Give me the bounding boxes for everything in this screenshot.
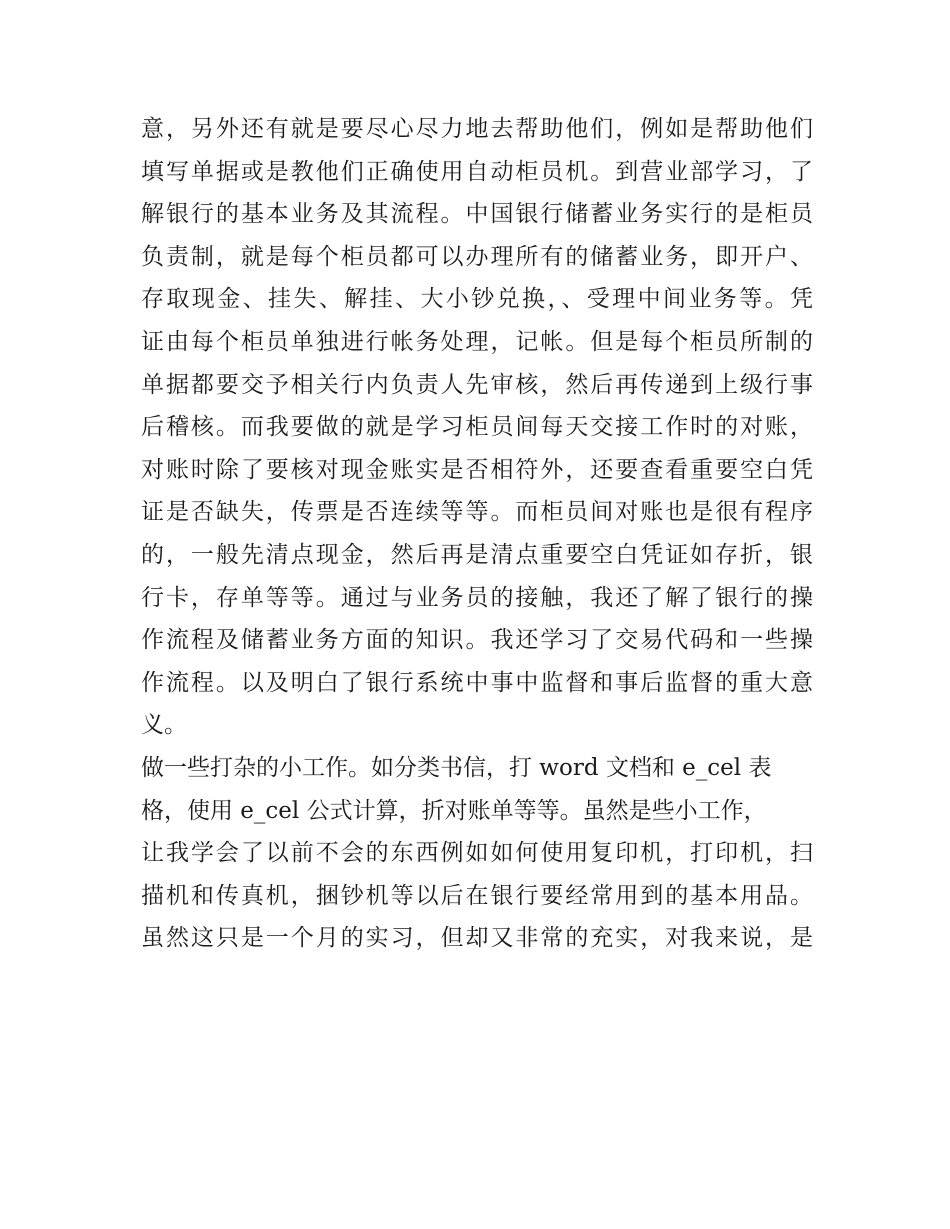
text-line-7: 单据都要交予相关行内负责人先审核，然后再传递到上级行事 [141, 371, 813, 398]
text-line-16: 做一些打杂的小工作。如分类书信，打 word 文档和 e_cel 表 [141, 754, 772, 781]
document-body [141, 108, 813, 960]
text-line-20: 虽然这只是一个月的实习，但却又非常的充实，对我来说，是 [141, 925, 813, 952]
text-line-9: 对账时除了要核对现金账实是否相符外，还要查看重要空白凭 [141, 456, 813, 483]
text-line-1: 意，另外还有就是要尽心尽力地去帮助他们，例如是帮助他们 [141, 116, 813, 142]
text-line-15: 义。 [141, 712, 187, 739]
text-line-18: 让我学会了以前不会的东西例如如何使用复印机，打印机，扫 [141, 840, 813, 867]
text-line-13: 作流程及储蓄业务方面的知识。我还学习了交易代码和一些操 [141, 627, 813, 654]
text-line-12: 行卡，存单等等。通过与业务员的接触，我还了解了银行的操 [141, 584, 813, 611]
text-line-5: 存取现金、挂失、解挂、大小钞兑换，、受理中间业务等。凭 [141, 286, 813, 313]
text-line-2: 填写单据或是教他们正确使用自动柜员机。到营业部学习，了 [141, 158, 813, 185]
text-line-4: 负责制，就是每个柜员都可以办理所有的储蓄业务，即开户、 [141, 243, 813, 270]
text-line-6: 证由每个柜员单独进行帐务处理，记帐。但是每个柜员所制的 [141, 328, 813, 355]
text-line-19: 描机和传真机，捆钞机等以后在银行要经常用到的基本用品。 [141, 882, 813, 909]
text-line-14: 作流程。以及明白了银行系统中事中监督和事后监督的重大意 [141, 669, 813, 696]
text-line-10: 证是否缺失，传票是否连续等等。而柜员间对账也是很有程序 [141, 499, 813, 526]
text-line-8: 后稽核。而我要做的就是学习柜员间每天交接工作时的对账， [141, 414, 813, 441]
text-line-3: 解银行的基本业务及其流程。中国银行储蓄业务实行的是柜员 [141, 201, 813, 228]
text-line-17: 格，使用 e_cel 公式计算，折对账单等等。虽然是些小工作， [141, 797, 767, 824]
text-line-11: 的，一般先清点现金，然后再是清点重要空白凭证如存折，银 [141, 541, 813, 568]
